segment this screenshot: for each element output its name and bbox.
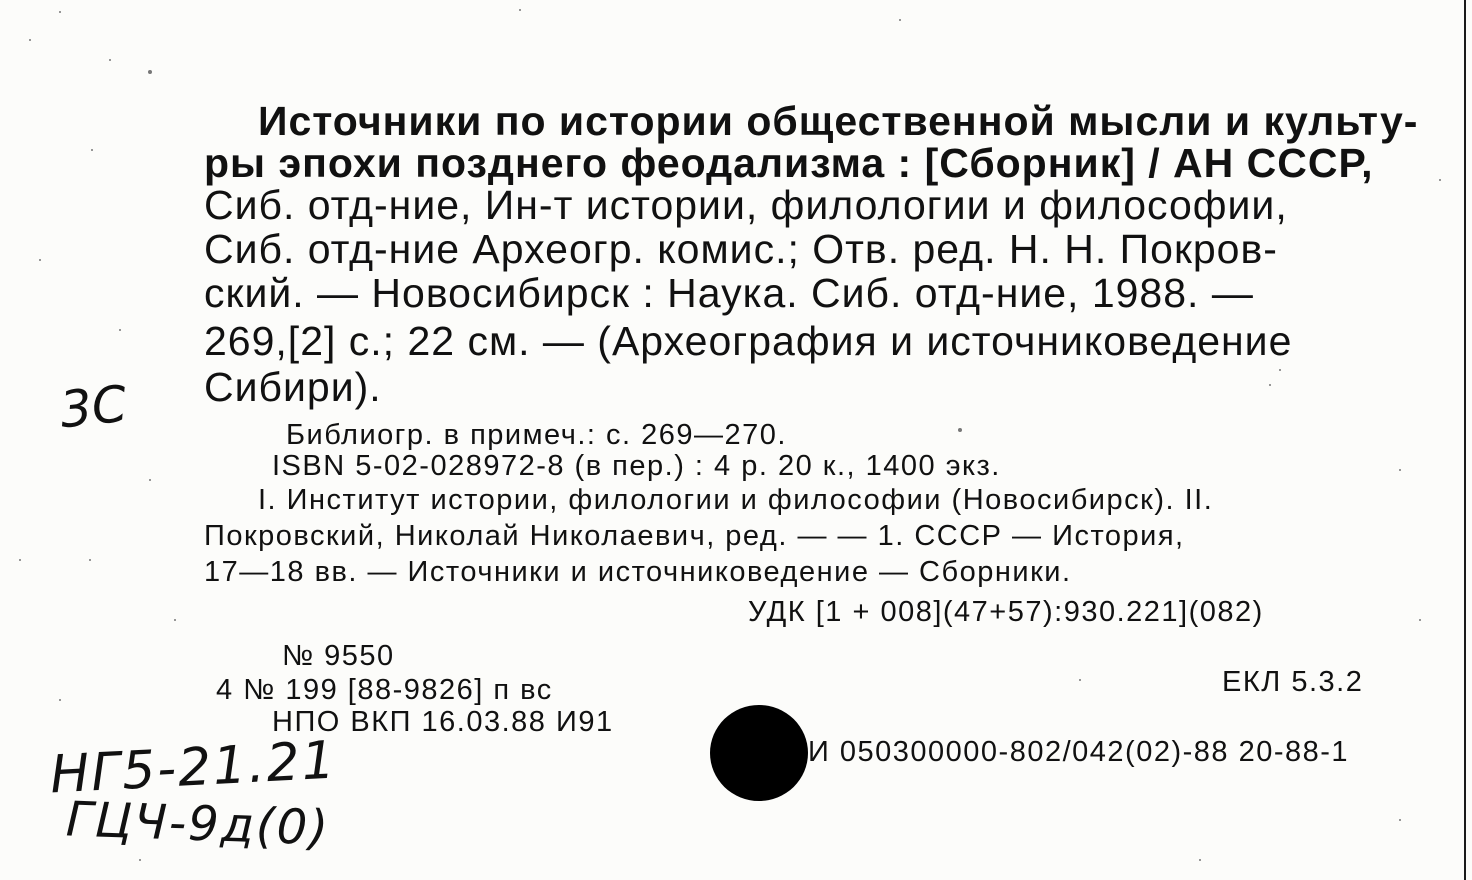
entry-line-1: Источники по истории общественной мысли и культу- <box>258 98 1419 144</box>
handwritten-shelf-mark-2: ГЦЧ-9д(0) <box>65 791 331 857</box>
tracing-line-2: Покровский, Николай Николаевич, ред. — — 1. СССР — История, <box>204 520 1185 552</box>
entry-line-5: ский. — Новосибирск : Наука. Сиб. отд-ние, 1988. — <box>204 270 1254 316</box>
entry-line-4: Сиб. отд-ние Археогр. комис.; Отв. ред. Н. Н. Покров- <box>204 226 1278 272</box>
entry-line-3: Сиб. отд-ние, Ин-т истории, филологии и философии, <box>204 182 1288 228</box>
entry-line-2: ры эпохи позднего феодализма : [Сборник] / АН СССР, <box>204 140 1374 186</box>
punch-hole <box>710 705 808 801</box>
entry-line-7: Сибири). <box>204 364 382 410</box>
tracing-line-1: I. Институт истории, филологии и философии (Новосибирск). II. <box>258 484 1214 516</box>
card-edge <box>1464 0 1466 880</box>
order-info: 4 № 199 [88-9826] п вс <box>216 674 553 706</box>
tracing-line-3: 17—18 вв. — Источники и источниковедение — Сборники. <box>204 556 1072 588</box>
printer-info: НПО ВКП 16.03.88 И91 <box>272 706 614 738</box>
entry-line-6: 269,[2] с.; 22 см. — (Археография и источниковедение <box>204 318 1293 364</box>
udk-code: УДК [1 + 008](47+57):930.221](082) <box>748 596 1264 628</box>
isbn-note: ISBN 5-02-028972-8 (в пер.) : 4 р. 20 к., 1400 экз. <box>272 450 1001 482</box>
handwritten-margin-mark: 3С <box>57 374 130 440</box>
handwritten-shelf-mark-1: НГ5-21.21 <box>48 730 339 806</box>
catalog-number: № 9550 <box>282 640 395 672</box>
index-code: И 050300000-802/042(02)-88 20-88-1 <box>808 736 1350 768</box>
bibliography-note: Библиогр. в примеч.: с. 269—270. <box>286 419 787 451</box>
ekl-code: ЕКЛ 5.3.2 <box>1222 666 1364 698</box>
